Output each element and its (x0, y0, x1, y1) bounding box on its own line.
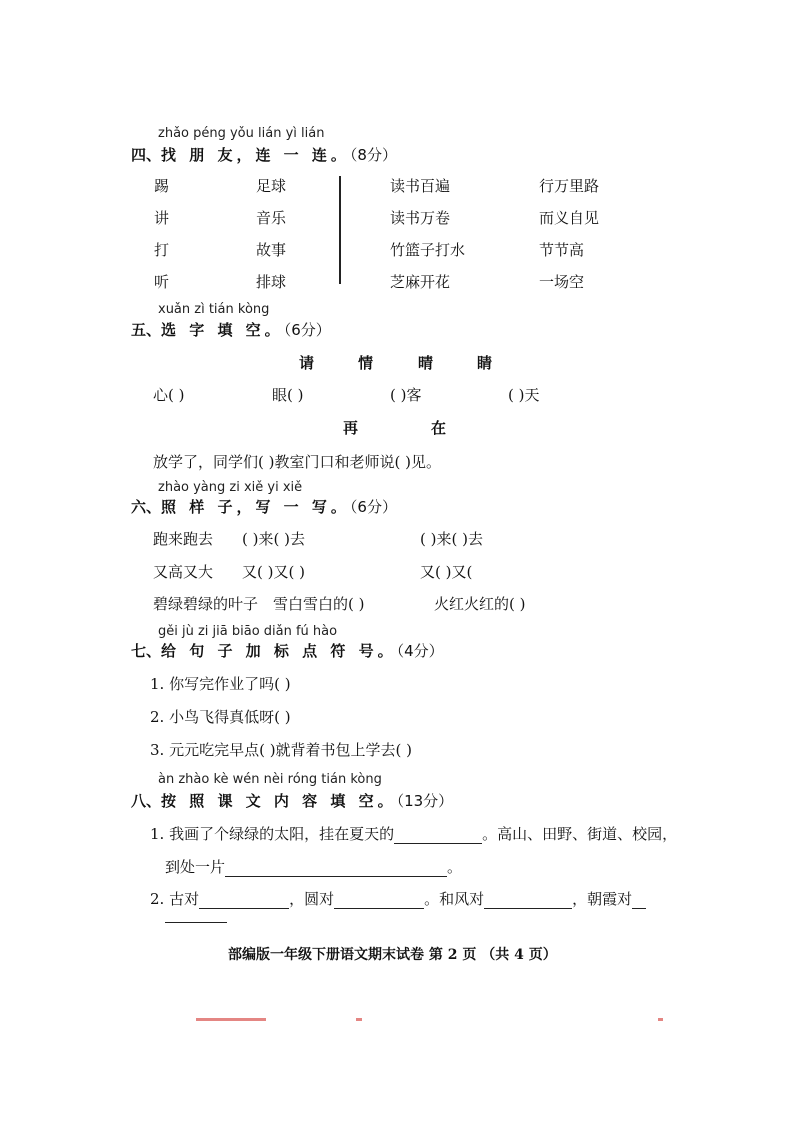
sec4-right-match: 一场空 (539, 273, 585, 291)
sec7-title: 给 句 子 加 标 点 符 号。 (161, 642, 397, 660)
sec4-left-match: 足球 (256, 177, 287, 195)
sec8-q1-line1 (150, 823, 677, 844)
sec4-left-match: 音乐 (256, 209, 287, 227)
sec4-number: 四、 (131, 146, 162, 164)
sec5-char-option: 再 (343, 419, 359, 437)
sec4-pinyin: zhǎo péng yǒu lián yì lián (158, 126, 325, 141)
sec4-left-match: 故事 (256, 241, 287, 259)
answer-blank[interactable] (225, 860, 447, 877)
sec8-q1-line2 (165, 856, 462, 877)
sec6-score: （6分） (349, 498, 397, 516)
sec8-number: 八、 (131, 792, 162, 810)
sec5-heading (131, 319, 331, 340)
sec7-heading (131, 640, 444, 661)
page-footer: 部编版一年级下册语文期末试卷 第 2 页 （共 4 页） (228, 947, 557, 963)
sec5-pinyin: xuǎn zì tián kòng (158, 302, 270, 317)
sec8-q1-text: 1. 我画了个绿绿的太阳，挂在夏天的 (150, 825, 395, 843)
sec7-item: 1. 你写完作业了吗( ) (150, 675, 291, 693)
sec6-fill: 雪白雪白的( ) (273, 595, 365, 613)
sec5-char-option: 在 (431, 419, 447, 437)
sec8-pinyin: àn zhào kè wén nèi róng tián kòng (158, 772, 382, 787)
sec8-q1-text: 。 (447, 858, 463, 876)
sec4-right-match: 而义自见 (539, 209, 600, 227)
sec4-right-match: 节节高 (539, 241, 585, 259)
sec4-right-match: 行万里路 (539, 177, 600, 195)
sec5-char-option: 请 (299, 354, 315, 372)
sec6-example: 又高又大 (153, 563, 214, 581)
answer-blank[interactable] (334, 892, 424, 909)
sec4-left-item: 听 (154, 273, 170, 291)
column-divider (339, 176, 341, 284)
sec7-score: （4分） (396, 642, 444, 660)
answer-blank[interactable] (199, 892, 289, 909)
sec8-q2-text: 。和风对 (424, 890, 485, 908)
sec5-fill-item: 眼( ) (272, 386, 304, 404)
scan-mark (658, 1018, 663, 1021)
sec6-title: 照 样 子，写 一 写。 (161, 498, 350, 516)
sec4-right-item: 芝麻开花 (390, 273, 451, 291)
sec4-heading (131, 144, 397, 165)
sec6-fill: 又( )又( (420, 563, 473, 581)
sec5-char-option: 睛 (477, 354, 493, 372)
sec5-title: 选 字 填 空。 (161, 321, 284, 339)
sec5-fill-item: ( )天 (508, 386, 540, 404)
answer-blank[interactable] (394, 827, 482, 844)
sec4-left-match: 排球 (256, 273, 287, 291)
sec7-number: 七、 (131, 642, 162, 660)
sec8-heading (131, 790, 453, 811)
sec5-number: 五、 (131, 321, 162, 339)
sec6-fill: 又( )又( ) (242, 563, 305, 581)
sec4-right-item: 读书万卷 (390, 209, 451, 227)
sec8-title: 按 照 课 文 内 容 填 空。 (161, 792, 397, 810)
sec4-title: 找 朋 友，连 一 连。 (161, 146, 350, 164)
sec8-score: （13分） (396, 792, 454, 810)
sec8-q2-text: ，圆对 (289, 890, 335, 908)
sec5-char-option: 情 (358, 354, 374, 372)
sec4-right-item: 读书百遍 (390, 177, 451, 195)
sec6-number: 六、 (131, 498, 162, 516)
sec6-heading (131, 496, 397, 517)
sec6-fill: ( )来( )去 (420, 530, 483, 548)
sec4-left-item: 打 (154, 241, 170, 259)
sec6-fill: 火红火红的( ) (434, 595, 526, 613)
scan-mark (356, 1018, 362, 1021)
sec5-char-option: 晴 (418, 354, 434, 372)
sec6-pinyin: zhào yàng zi xiě yi xiě (158, 480, 303, 495)
sec5-sentence: 放学了，同学们( )教室门口和老师说( )见。 (153, 453, 441, 471)
sec8-q2-text: ，朝霞对 (572, 890, 633, 908)
sec8-q1-text: 。高山、田野、街道、校园， (482, 825, 678, 843)
sec6-example: 跑来跑去 (153, 530, 214, 548)
sec4-score: （8分） (349, 146, 397, 164)
sec7-pinyin: gěi jù zi jiā biāo diǎn fú hào (158, 624, 338, 639)
answer-blank[interactable] (165, 922, 227, 923)
sec5-fill-item: 心( ) (153, 386, 185, 404)
sec7-item: 2. 小鸟飞得真低呀( ) (150, 708, 291, 726)
answer-blank[interactable] (484, 892, 572, 909)
scan-mark (196, 1018, 266, 1021)
sec8-q1-text: 到处一片 (165, 858, 226, 876)
sec6-example: 碧绿碧绿的叶子 (153, 595, 259, 613)
sec5-score: （6分） (283, 321, 331, 339)
sec4-left-item: 踢 (154, 177, 170, 195)
sec5-fill-item: ( )客 (390, 386, 422, 404)
sec6-fill: ( )来( )去 (242, 530, 305, 548)
sec7-item: 3. 元元吃完早点( )就背着书包上学去( ) (150, 741, 413, 759)
sec8-q2-line1 (150, 888, 646, 909)
sec8-q2-text: 2. 古对 (150, 890, 200, 908)
sec4-right-item: 竹篮子打水 (390, 241, 466, 259)
sec4-left-item: 讲 (154, 209, 170, 227)
answer-blank[interactable] (632, 892, 646, 909)
